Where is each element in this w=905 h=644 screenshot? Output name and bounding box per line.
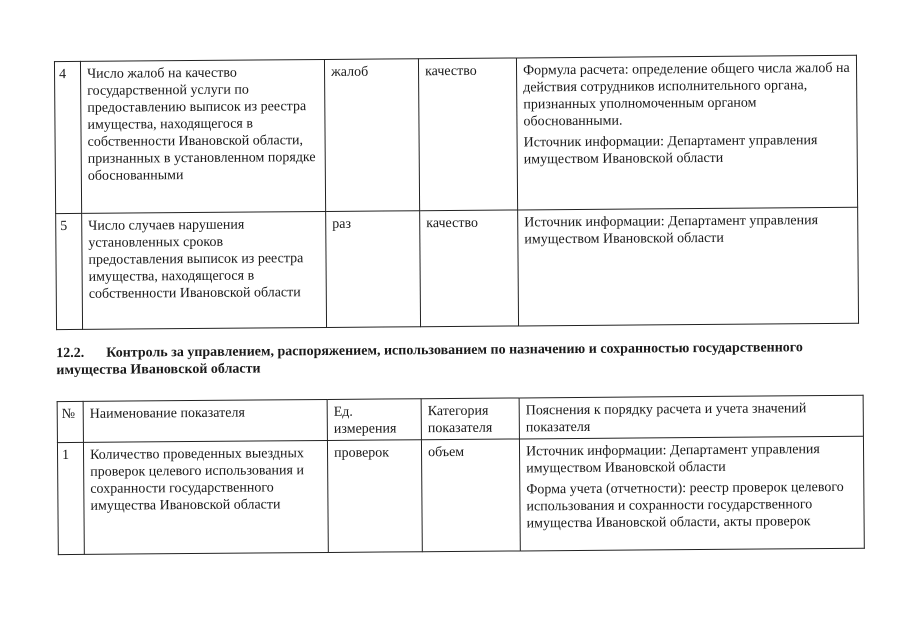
table-row [54, 55, 857, 213]
indicator-unit: жалоб [324, 59, 419, 212]
header-category: Категория показателя [421, 398, 519, 440]
indicator-category: объем [421, 439, 520, 552]
indicator-notes [518, 207, 859, 326]
indicator-notes [519, 436, 864, 551]
header-unit: Ед. измерения [327, 399, 421, 441]
note-source: Источник информации: Департамент управления имуществом Ивановской области [523, 133, 818, 168]
section-title: Контроль за управлением, распоряжением, использованием по назначению и сохранностью государственного имущества Ивановской области [56, 340, 803, 379]
indicator-name: Число жалоб на качество государственной услуги по предоставлению выписок из реестра имущества, находящегося в собственности Ивановской области, признанных в установленном порядке обоснованными [80, 59, 325, 213]
note-source: Источник информации: Департамент управления имуществом Ивановской области [524, 213, 819, 248]
note-formula: Формула расчета: определение общего числа жалоб на действия сотрудников исполнительного органа, признанных уполномоченным органом обоснованными. [522, 60, 850, 130]
table-row [57, 436, 864, 554]
indicator-category: качество [418, 58, 517, 211]
header-name: Наименование показателя [83, 399, 327, 442]
header-num: № [57, 401, 83, 442]
note-form: Форма учета (отчетности): реестр проверок целевого использования и сохранности государственного имущества Ивановской области, акты проверок [526, 479, 844, 532]
header-notes: Пояснения к порядку расчета и учета значений показателя [519, 395, 863, 439]
table-row [56, 207, 859, 329]
indicators-table-top [54, 55, 859, 330]
row-number: 1 [57, 442, 84, 554]
indicator-notes [516, 55, 857, 210]
indicator-name: Количество проведенных выездных проверок целевого использования и сохранности государственного имущества Ивановской области [83, 440, 328, 554]
indicator-category: качество [420, 210, 519, 327]
indicators-table-bottom [57, 395, 865, 555]
row-number: 5 [56, 213, 83, 329]
indicator-unit: проверок [327, 440, 422, 553]
row-number: 4 [54, 61, 81, 213]
table-header-row [57, 395, 863, 442]
section-heading [56, 339, 862, 379]
indicator-name: Число случаев нарушения установленных сроков предоставления выписок из реестра имущества, находящегося в собственности Ивановской области [82, 211, 327, 329]
section-number: 12.2. [56, 345, 85, 362]
note-source: Источник информации: Департамент управления имуществом Ивановской области [525, 442, 820, 477]
indicator-unit: раз [326, 211, 421, 328]
